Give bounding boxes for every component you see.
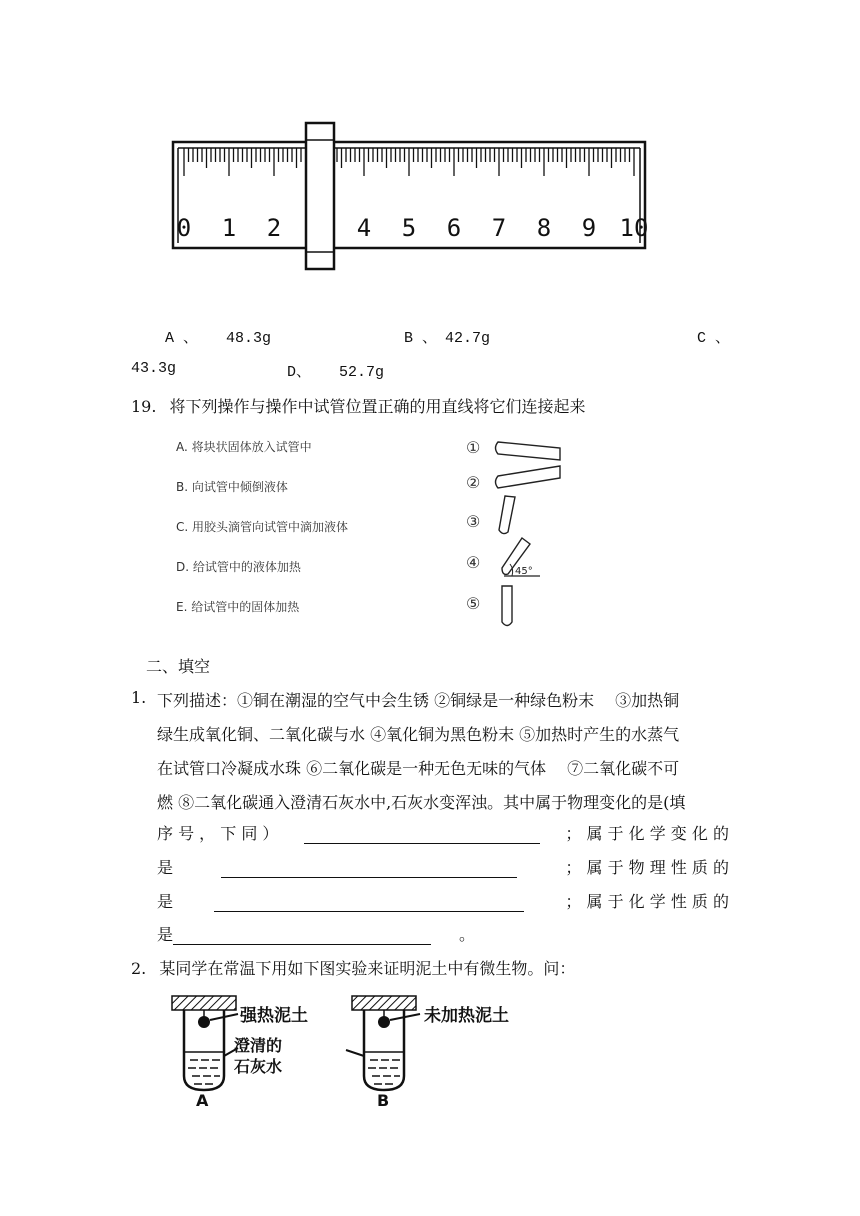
option-d-label: D、 bbox=[287, 364, 312, 381]
q1-line-6-suffix: ； 属 于 物 理 性 质 的 bbox=[565, 858, 729, 877]
q1-line-8 bbox=[157, 922, 475, 945]
test-tube-horizontal-1 bbox=[496, 442, 561, 460]
ruler-label: 9 bbox=[581, 214, 597, 242]
option-d-value: 52.7g bbox=[339, 364, 385, 381]
q1-line-1: 下列描述：①铜在潮湿的空气中会生锈 ②铜绿是一种绿色粉末 ③加热铜 bbox=[157, 691, 680, 710]
test-tube-b bbox=[346, 996, 420, 1090]
label-strong-heat-soil: 强热泥土 bbox=[240, 1006, 308, 1026]
q2-question bbox=[131, 956, 575, 979]
q18-option-c-value: 43.3g bbox=[131, 360, 177, 377]
vernier-ruler-diagram bbox=[168, 118, 658, 274]
test-tube-positions bbox=[490, 436, 570, 630]
q18-option-c-label: C 、 bbox=[697, 330, 731, 347]
soil-sample-a bbox=[198, 1016, 210, 1028]
label-unheated-soil: 未加热泥土 bbox=[424, 1006, 509, 1026]
q1-line-5-prefix: 序 号 ， 下 同 ） bbox=[157, 824, 279, 843]
ruler-label: 2 bbox=[266, 214, 282, 242]
q19-operation-e: E. 给试管中的固体加热 bbox=[176, 600, 300, 614]
answer-blank-chemical-property[interactable] bbox=[173, 926, 431, 945]
section-heading-fill-in: 二、填空 bbox=[146, 657, 211, 676]
q18-option-d bbox=[287, 360, 384, 381]
option-b-value: 42.7g bbox=[445, 330, 491, 347]
q1-line-7 bbox=[157, 888, 729, 912]
ruler-label: 7 bbox=[491, 214, 507, 242]
q1-number: 1. bbox=[131, 688, 147, 707]
label-limewater-1: 澄清的 bbox=[234, 1036, 283, 1055]
ruler-label: 0 bbox=[176, 214, 192, 242]
q19-position-3: ③ bbox=[466, 512, 481, 531]
q19-operation-b: B. 向试管中倾倒液体 bbox=[176, 480, 288, 494]
q1-line-5-suffix: ； 属 于 化 学 变 化 的 bbox=[565, 824, 729, 843]
q1-line-2: 绿生成氧化铜、二氧化碳与水 ④氧化铜为黑色粉末 ⑤加热时产生的水蒸气 bbox=[157, 725, 680, 744]
q19-position-4: ④ bbox=[466, 553, 481, 572]
limewater-a bbox=[185, 1052, 223, 1084]
option-a-value: 48.3g bbox=[226, 330, 272, 347]
test-tube-vertical-5 bbox=[502, 586, 512, 626]
q19-position-2: ② bbox=[466, 473, 481, 492]
q18-option-b bbox=[404, 326, 490, 347]
test-tube-a bbox=[172, 996, 238, 1090]
answer-blank-chemical-change[interactable] bbox=[221, 859, 517, 878]
stopper-a bbox=[172, 996, 236, 1010]
answer-blank-physical-property[interactable] bbox=[214, 893, 524, 912]
q19-text: 将下列操作与操作中试管位置正确的用直线将它们连接起来 bbox=[169, 397, 586, 416]
q1-line-6-prefix: 是 bbox=[157, 858, 174, 877]
test-tube-tilted-2 bbox=[496, 466, 561, 488]
q1-line-6 bbox=[157, 854, 729, 878]
ruler-label: 8 bbox=[536, 214, 552, 242]
ruler-label: 1 bbox=[221, 214, 237, 242]
limewater-b bbox=[365, 1052, 403, 1084]
tube-b-label: B bbox=[377, 1091, 390, 1108]
ruler-label: 10 bbox=[619, 214, 649, 242]
ruler-label: 5 bbox=[401, 214, 417, 242]
q19-operation-c: C. 用胶头滴管向试管中滴加液体 bbox=[176, 520, 349, 534]
tube-a-label: A bbox=[196, 1091, 209, 1108]
option-b-label: B 、 bbox=[404, 330, 438, 347]
q1-line-7-suffix: ； 属 于 化 学 性 质 的 bbox=[565, 892, 729, 911]
soil-experiment-diagram bbox=[168, 990, 598, 1108]
q19-question bbox=[131, 394, 586, 417]
ruler-label: 6 bbox=[446, 214, 462, 242]
test-tube-tilted-3 bbox=[499, 496, 515, 534]
q19-position-5: ⑤ bbox=[466, 594, 481, 613]
q1-line-4: 燃 ⑧二氧化碳通入澄清石灰水中,石灰水变浑浊。其中属于物理变化的是(填 bbox=[157, 793, 686, 812]
q1-line-3: 在试管口冷凝成水珠 ⑥二氧化碳是一种无色无味的气体 ⑦二氧化碳不可 bbox=[157, 759, 680, 778]
q1-line-5 bbox=[157, 820, 729, 844]
vernier-slider bbox=[306, 123, 334, 269]
q19-position-1: ① bbox=[466, 438, 481, 457]
q1-line-8-prefix: 是 bbox=[157, 925, 174, 944]
q2-text: 某同学在常温下用如下图实验来证明泥土中有微生物。问： bbox=[159, 959, 576, 978]
soil-sample-b bbox=[378, 1016, 390, 1028]
label-limewater-2: 石灰水 bbox=[234, 1057, 283, 1076]
q1-line-7-prefix: 是 bbox=[157, 892, 174, 911]
ruler-label: 4 bbox=[356, 214, 372, 242]
stopper-b bbox=[352, 996, 416, 1010]
q18-option-a bbox=[165, 326, 271, 347]
answer-blank-physical-change[interactable] bbox=[304, 825, 540, 844]
q2-number: 2. bbox=[131, 959, 147, 978]
option-a-label: A 、 bbox=[165, 330, 199, 347]
q1-line-8-suffix: 。 bbox=[459, 925, 476, 944]
angle-label: 45° bbox=[515, 566, 533, 577]
q19-operation-a: A. 将块状固体放入试管中 bbox=[176, 440, 312, 454]
q19-operation-d: D. 给试管中的液体加热 bbox=[176, 560, 301, 574]
q19-number: 19. bbox=[131, 397, 157, 416]
